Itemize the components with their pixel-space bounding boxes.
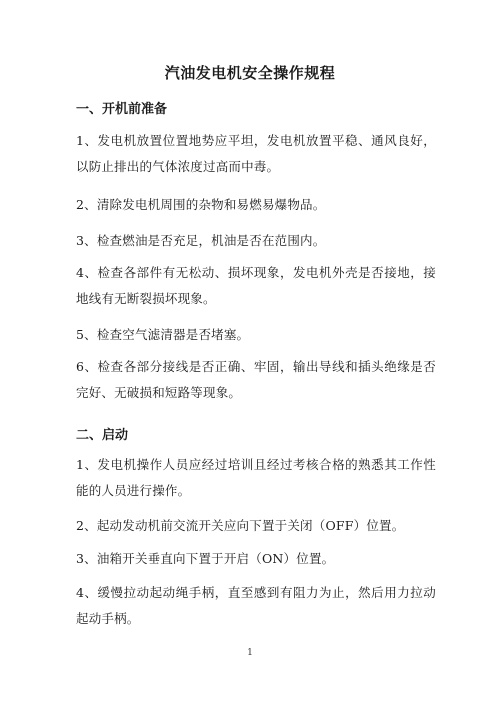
list-item: 2、清除发电机周围的杂物和易燃易爆物品。 (76, 197, 326, 212)
section-heading-startup: 二、启动 (76, 428, 129, 443)
list-item: 1、发电机放置位置地势应平坦，发电机放置平稳、通风良好，以防止排出的气体浓度过高而中毒。 (76, 133, 436, 174)
list-item: 5、检查空气滤清器是否堵塞。 (76, 327, 250, 342)
list-item: 4、缓慢拉动起动绳手柄，直至感到有阻力为止，然后用力拉动起动手柄。 (76, 585, 436, 626)
document-title: 汽油发电机安全操作规程 (164, 64, 336, 82)
list-item: 1、发电机操作人员应经过培训且经过考核合格的熟悉其工作性能的人员进行操作。 (76, 457, 436, 498)
list-item: 4、检查各部件有无松动、损坏现象，发电机外壳是否接地，接地线有无断裂损坏现象。 (76, 265, 436, 306)
list-item: 2、起动发动机前交流开关应向下置于关闭（OFF）位置。 (76, 518, 405, 533)
page-number: 1 (247, 648, 253, 658)
list-item: 6、检查各部分接线是否正确、牢固，输出导线和插头绝缘是否完好、无破损和短路等现象。 (76, 359, 436, 400)
list-item: 3、检查燃油是否充足，机油是否在范围内。 (76, 233, 326, 248)
section-heading-preparation: 一、开机前准备 (76, 102, 168, 117)
list-item: 3、油箱开关垂直向下置于开启（ON）位置。 (76, 551, 335, 566)
